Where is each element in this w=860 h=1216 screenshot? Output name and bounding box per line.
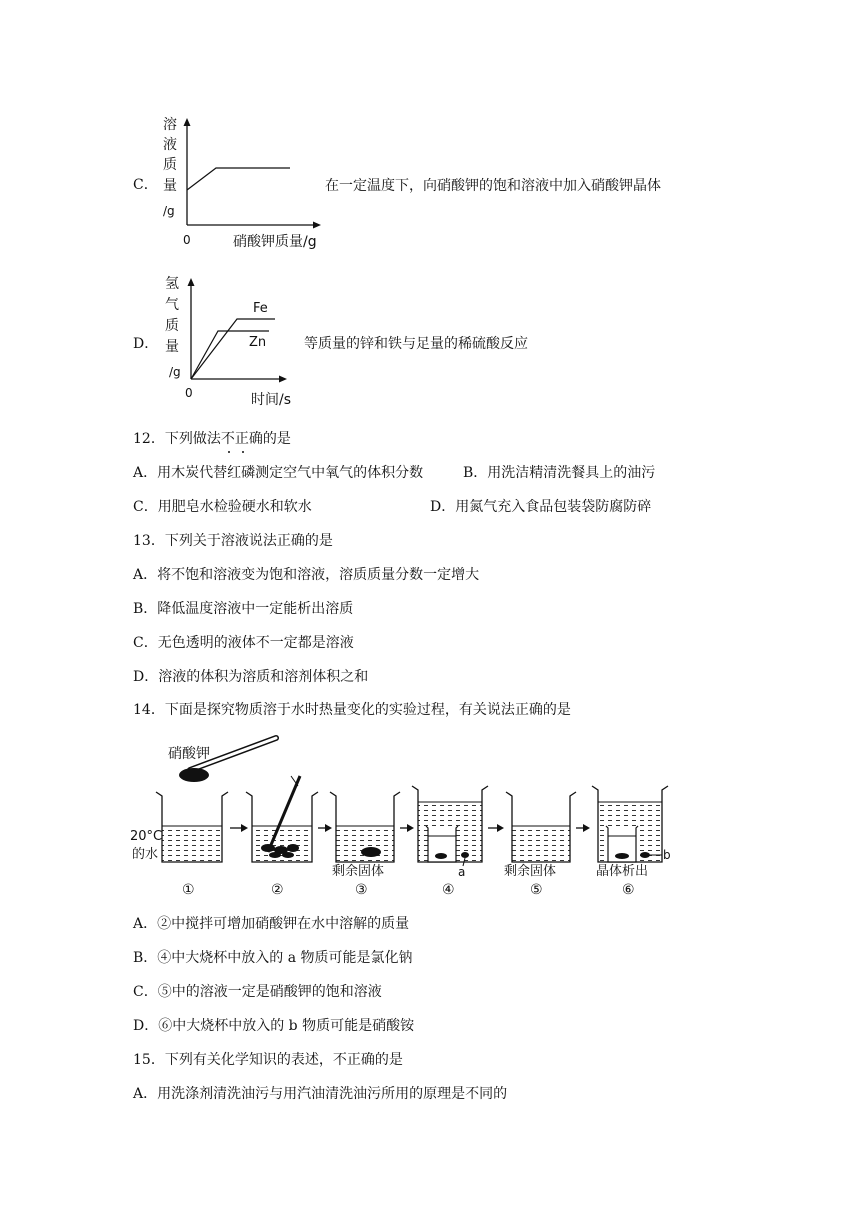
substance-b-label: b xyxy=(663,848,671,862)
graph-c-ylabel-4: 量 xyxy=(163,178,177,194)
q14-option-c: C．⑤中的溶液一定是硝酸钾的饱和溶液 xyxy=(133,984,382,1000)
q14-stem: 14．下面是探究物质溶于水时热量变化的实验过程，有关说法正确的是 xyxy=(133,702,571,718)
graph-c-origin: 0 xyxy=(183,233,191,247)
reagent-label: 硝酸钾 xyxy=(168,746,210,762)
step-3: ③ xyxy=(355,882,368,898)
q13-stem: 13．下列关于溶液说法正确的是 xyxy=(133,533,333,549)
step-1: ① xyxy=(182,882,195,898)
graph-d-y-arrow xyxy=(188,278,195,286)
graph-c-y-arrow xyxy=(184,118,191,126)
q14-experiment-figure xyxy=(128,728,688,900)
graph-d-ylabel-3: 质 xyxy=(165,318,179,334)
water-label-temp: 20°C xyxy=(130,829,163,844)
beaker-6 xyxy=(592,786,668,862)
q15-option-a: A．用洗涤剂清洗油污与用汽油清洗油污所用的原理是不同的 xyxy=(133,1086,508,1102)
beaker-4 xyxy=(412,786,488,866)
graph-c-ylabel-3: 质 xyxy=(163,157,177,173)
graph-c-xlabel: 硝酸钾质量/g xyxy=(233,234,317,250)
q13-option-c: C．无色透明的液体不一定都是溶液 xyxy=(133,635,354,651)
graph-c-ylabel-5: /g xyxy=(163,204,175,218)
graph-d-ylabel-5: /g xyxy=(169,365,181,379)
option-d-label: D． xyxy=(133,336,159,352)
q14-option-b: B．④中大烧杯中放入的 a 物质可能是氯化钠 xyxy=(133,950,413,966)
q13-option-b: B．降低温度溶液中一定能析出溶质 xyxy=(133,601,354,617)
beaker-5 xyxy=(506,792,576,862)
q13-option-a: A．将不饱和溶液变为饱和溶液，溶质质量分数一定增大 xyxy=(133,567,480,583)
graph-c-x-arrow xyxy=(313,222,321,229)
graph-c-description: 在一定温度下，向硝酸钾的饱和溶液中加入硝酸钾晶体 xyxy=(325,178,661,194)
residue-label-5: 剩余固体 xyxy=(504,864,557,879)
beaker-1 xyxy=(156,792,228,862)
graph-d-ylabel-2: 气 xyxy=(165,297,179,313)
graph-c-ylabel-2: 液 xyxy=(163,137,177,153)
graph-d-ylabel-4: 量 xyxy=(165,339,179,355)
q14-option-a: A．②中搅拌可增加硝酸钾在水中溶解的质量 xyxy=(133,916,410,932)
substance-a-label: a xyxy=(458,865,466,879)
graph-d-x-arrow xyxy=(279,376,287,383)
graph-c-curve xyxy=(187,168,290,190)
graph-d-description: 等质量的锌和铁与足量的稀硫酸反应 xyxy=(304,336,528,352)
q13-option-d: D．溶液的体积为溶质和溶剂体积之和 xyxy=(133,669,369,685)
option-c-label: C． xyxy=(133,177,158,193)
water-label-water: 的水 xyxy=(132,847,159,862)
q14-option-d: D．⑥中大烧杯中放入的 b 物质可能是硝酸铵 xyxy=(133,1018,415,1034)
graph-c-ylabel-1: 溶 xyxy=(163,117,177,133)
step-4: ④ xyxy=(442,882,455,898)
graph-d-xlabel: 时间/s xyxy=(251,392,292,408)
graph-d-ylabel-1: 氢 xyxy=(165,276,179,292)
step-2: ② xyxy=(271,882,284,898)
graph-d-fe-label: Fe xyxy=(253,301,268,316)
graph-d-origin: 0 xyxy=(185,386,193,400)
step-6: ⑥ xyxy=(622,882,635,898)
step-5: ⑤ xyxy=(530,882,543,898)
q12-emphasis-2: 正 xyxy=(234,431,249,447)
crystal-label-6: 晶体析出 xyxy=(596,864,649,879)
graph-c xyxy=(155,112,340,252)
q12-option-c: C．用肥皂水检验硬水和软水 xyxy=(133,499,312,515)
graph-d-zn-label: Zn xyxy=(249,335,267,350)
q15-stem: 15．下列有关化学知识的表述，不正确的是 xyxy=(133,1052,403,1068)
graph-d xyxy=(155,272,305,410)
q12-option-a: A．用木炭代替红磷测定空气中氧气的体积分数 xyxy=(133,465,424,481)
beaker-2 xyxy=(246,776,318,862)
residue-label-3: 剩余固体 xyxy=(332,864,385,879)
q12-stem: 12．下列做法不正确的是 xyxy=(133,431,291,447)
beaker-3 xyxy=(330,792,400,862)
q12-option-d: D．用氮气充入食品包装袋防腐防碎 xyxy=(430,499,652,515)
q12-emphasis-1: 不 xyxy=(220,431,235,447)
q12-option-b: B．用洗洁精清洗餐具上的油污 xyxy=(463,465,656,481)
